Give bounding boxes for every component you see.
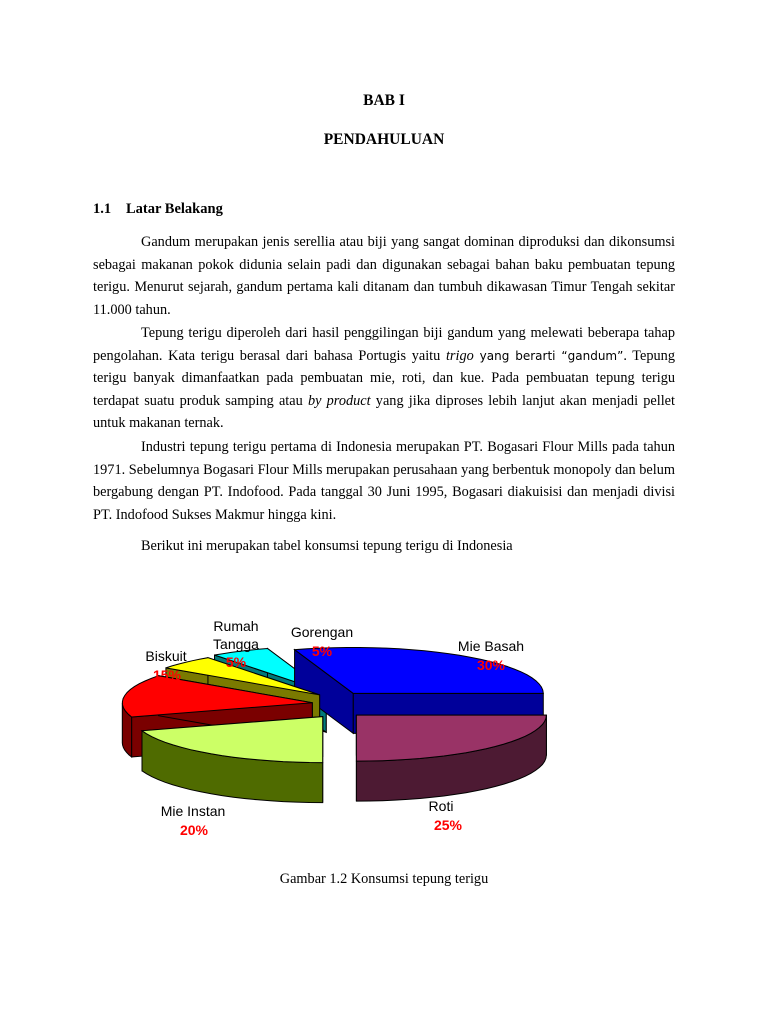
paragraph-4 (93, 535, 675, 558)
section-title: Latar Belakang (126, 201, 223, 217)
paragraph-3 (93, 436, 675, 526)
label-roti: Roti (428, 798, 454, 814)
value-mie-instan: 20% (179, 822, 209, 838)
pie-chart (0, 600, 768, 860)
value-mie-basah: 30% (476, 657, 506, 673)
value-rumah-tangga: 5% (225, 654, 247, 670)
value-roti: 25% (433, 817, 463, 833)
paragraph-2-text-a: Tepung terigu diperoleh dari hasil penggilingan biji gandum yang melewati beberapa tahap pengolahan. Kata terigu berasal dari bahasa Portugis yaitu (93, 325, 675, 364)
label-mie-instan: Mie Instan (160, 803, 226, 819)
label-rumah-tangga-line1: Rumah (213, 618, 259, 634)
section-number: 1.1 (93, 201, 112, 217)
paragraph-2-text-c: . Tepung terigu banyak dimanfaatkan pada pembuatan mie, roti, dan kue. Pada pembuatan tepung terigu terdapat suatu produk samping atau (93, 347, 675, 409)
paragraph-2-text-b: yang berarti “gandum” (473, 348, 624, 363)
section-heading (93, 201, 223, 218)
paragraph-2-text-d: yang jika diproses lebih lanjut akan menjadi pellet untuk makanan ternak. (93, 392, 676, 432)
paragraph-3-text: Industri tepung terigu pertama di Indonesia merupakan PT. Bogasari Flour Mills pada tahun 1971. Sebelumnya Bogasari Flour Mills merupakan perusahaan yang berbentuk monopoly dan belum bergabung dengan PT. Indofood. Pada tanggal 30 Juni 1995, Bogasari diakuisisi dan menjadi divisi PT. Indofood Sukses Makmur hingga kini. (93, 439, 675, 523)
slice-roti (356, 715, 546, 801)
paragraph-2 (93, 322, 675, 435)
paragraph-1-text: Gandum merupakan jenis serellia atau biji yang sangat dominan diproduksi dan dikonsumsi sebagai makanan pokok didunia selain padi dan digunakan sebagai bahan baku pembuatan tepung terigu. Menurut sejarah, gandum pertama kali ditanam dan tumbuh dikawasan Timur Tengah sekitar 11.000 tahun. (93, 234, 675, 318)
value-biskuit: 15% (152, 667, 182, 683)
label-mie-basah: Mie Basah (457, 638, 525, 654)
paragraph-4-text: Berikut ini merupakan tabel konsumsi tepung terigu di Indonesia (141, 538, 513, 554)
term-trigo: trigo (445, 347, 474, 364)
chapter-number: BAB I (363, 92, 405, 109)
label-biskuit: Biskuit (145, 648, 187, 664)
label-gorengan: Gorengan (290, 624, 354, 640)
term-by-product: by product (307, 392, 371, 409)
chapter-title: PENDAHULUAN (323, 131, 445, 148)
figure-caption: Gambar 1.2 Konsumsi tepung terigu (279, 871, 489, 887)
label-rumah-tangga-line2: Tangga (213, 636, 259, 652)
slice-mie-instan (142, 717, 323, 803)
paragraph-1 (93, 231, 675, 321)
value-gorengan: 5% (311, 643, 333, 659)
